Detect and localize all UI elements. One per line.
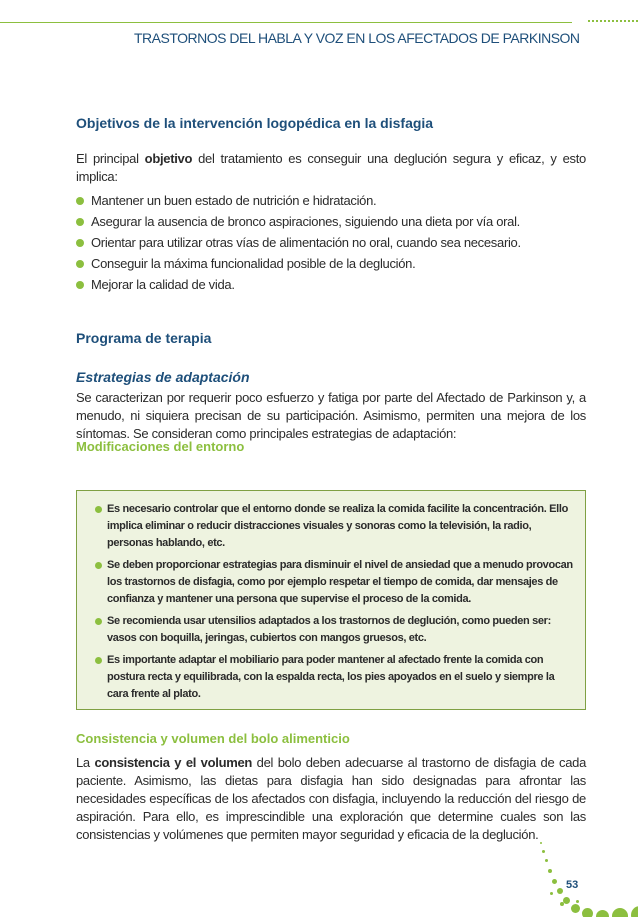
list-item-text: Asegurar la ausencia de bronco aspiraciones, siguiendo una dieta por vía oral. <box>91 214 520 229</box>
list-item <box>76 253 586 274</box>
estrategias-paragraph: Se caracterizan por requerir poco esfuerzo y fatiga por parte del Afectado de Parkinson y, a menudo, ni siquiera precisan de su participación. Asimismo, permiten una mejora de los síntomas. Se consideran como principales estrategias de adaptación: <box>76 390 586 441</box>
bullet-dot-icon <box>76 239 84 247</box>
intro-text-start: El principal <box>76 151 145 166</box>
list-item-text: Mantener un buen estado de nutrición e hidratación. <box>91 193 377 208</box>
header-dotted-rule <box>588 20 638 22</box>
bullet-dot-icon <box>95 506 102 513</box>
section-heading-objetivos: Objetivos de la intervención logopédica en la disfagia <box>76 115 434 131</box>
page-number: 53 <box>566 879 579 891</box>
box-list-item <box>89 501 573 552</box>
list-item-text: Orientar para utilizar otras vías de alimentación no oral, cuando sea necesario. <box>91 235 521 250</box>
list-item-text: Conseguir la máxima funcionalidad posible de la deglución. <box>91 256 416 271</box>
bullet-dot-icon <box>76 281 84 289</box>
subsection-heading-consistencia: Consistencia y volumen del bolo alimenticio <box>76 731 350 746</box>
consistencia-text-start: La <box>76 755 95 770</box>
subsection-heading-entorno: Modificaciones del entorno <box>76 439 245 454</box>
decorative-dots-pattern <box>520 840 638 917</box>
consistencia-bold-term: consistencia y el volumen <box>94 755 253 770</box>
box-item-text: Se recomienda usar utensilios adaptados a los trastornos de deglución, como pueden ser: vasos con boquilla, jeringas, cubiertos con mangos gruesos, etc. <box>107 615 551 644</box>
list-item-text: Mejorar la calidad de vida. <box>91 277 235 292</box>
consistencia-paragraph <box>76 754 586 844</box>
section-heading-programa: Programa de terapia <box>76 330 212 346</box>
intro-paragraph <box>76 150 586 186</box>
bullet-dot-icon <box>76 218 84 226</box>
box-item-text: Es importante adaptar el mobiliario para poder mantener al afectado frente la comida con postura recta y equilibrada, con la espalda recta, los pies apoyados en el suelo y siempre la cara frente al plato. <box>107 654 555 700</box>
list-item <box>76 211 586 232</box>
bullet-dot-icon <box>95 618 102 625</box>
box-item-text: Se deben proporcionar estrategias para disminuir el nivel de ansiedad que a menudo provocan los trastornos de disfagia, como por ejemplo respetar el tiempo de comida, dar mensajes de confianza y mantener una persona que supervise el proceso de la comida. <box>107 559 573 605</box>
box-list-item <box>89 557 573 608</box>
objectives-list <box>76 190 586 295</box>
header-rule <box>0 22 572 23</box>
subsection-heading-estrategias: Estrategias de adaptación <box>76 369 250 385</box>
consistencia-text-end: del bolo deben adecuarse al trastorno de disfagia de cada paciente. Asimismo, las dietas para disfagia han sido designadas para afrontar las necesidades específicas de los afectados con disfagia, incluyendo la reducción del riesgo de aspiración. Para ello, es imprescindible una exploración que determine cuales son las consistencias y volúmenes que permiten mayor seguridad y eficacia de la deglución. <box>76 755 587 842</box>
box-item-text: Es necesario controlar que el entorno donde se realiza la comida facilite la concentración. Ello implica eliminar o reducir distracciones visuales y sonoras como la televisión, la radio, personas hablando, etc. <box>107 503 568 549</box>
box-list-item <box>89 613 573 647</box>
list-item <box>76 274 586 295</box>
bullet-dot-icon <box>95 562 102 569</box>
bullet-dot-icon <box>76 197 84 205</box>
recommendations-box <box>76 490 586 710</box>
box-list-item <box>89 652 573 703</box>
list-item <box>76 232 586 253</box>
intro-text-end: del tratamiento es conseguir una deglución segura y eficaz, y esto implica: <box>76 151 586 184</box>
running-header-title: TRASTORNOS DEL HABLA Y VOZ EN LOS AFECTADOS DE PARKINSON <box>134 30 580 46</box>
intro-bold-term: objetivo <box>144 151 193 166</box>
bullet-dot-icon <box>95 657 102 664</box>
list-item <box>76 190 586 211</box>
bullet-dot-icon <box>76 260 84 268</box>
